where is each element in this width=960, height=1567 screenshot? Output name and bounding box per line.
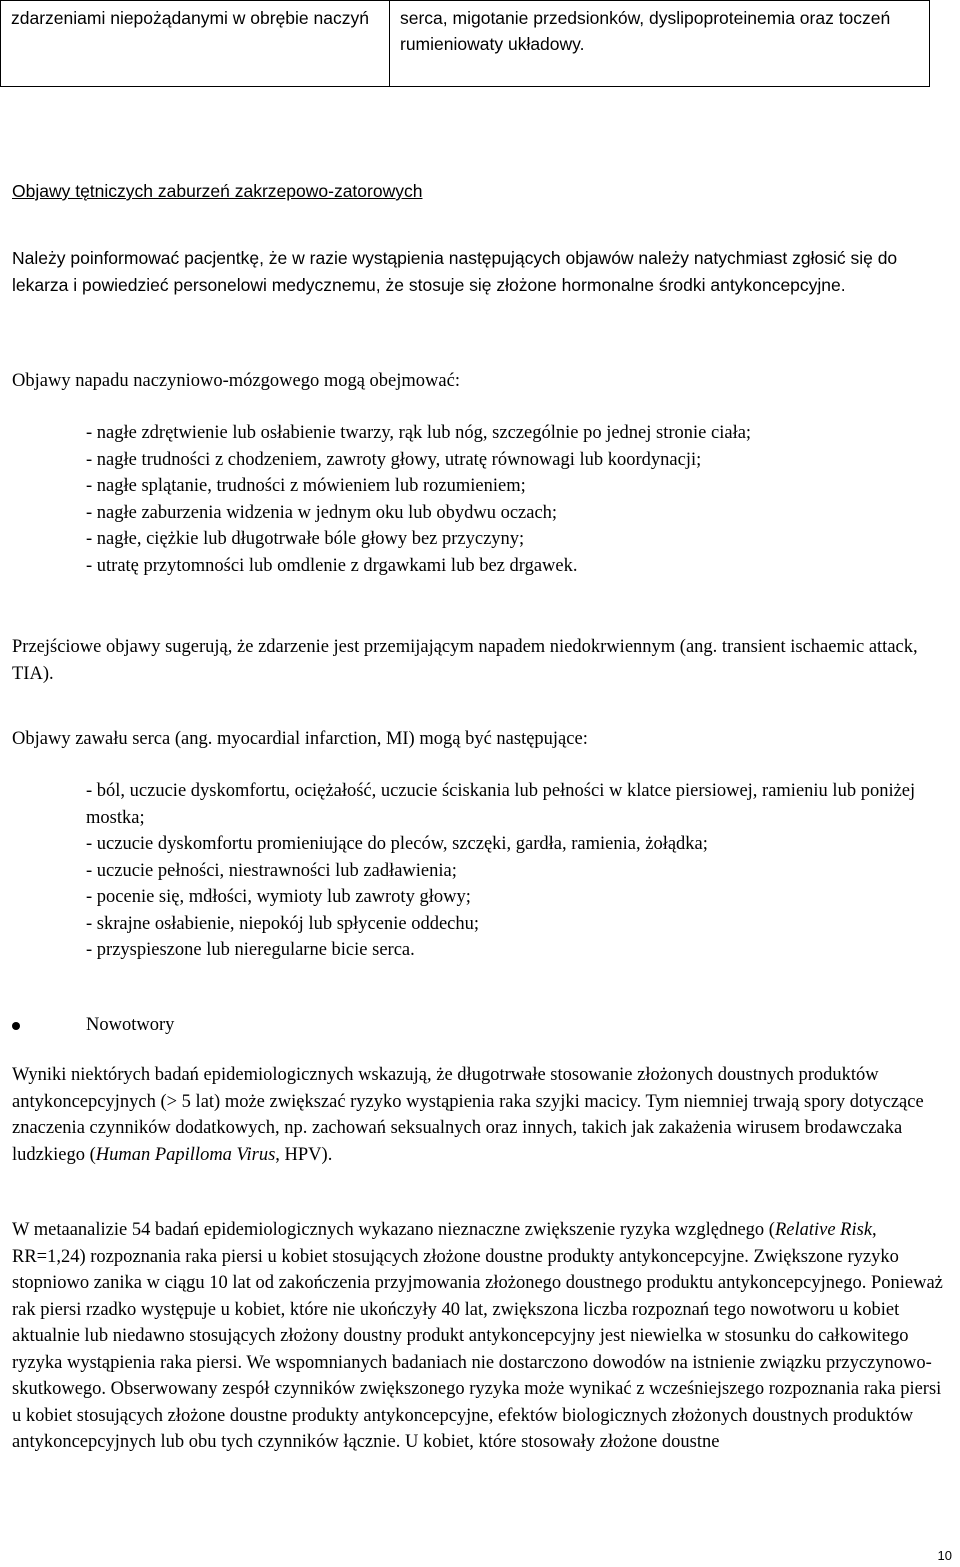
bullet-dot-icon [12,1022,20,1030]
paragraph-cervical-cancer [12,1062,947,1168]
paragraph-tia: Przejściowe objawy sugerują, że zdarzenie jest przemijającym napadem niedokrwiennym (ang. transient ischaemic attack, TIA). [12,637,918,684]
italic-term: Human Papilloma Virus [95,1144,276,1165]
list-item: - uczucie dyskomfortu promieniujące do pleców, szczęki, gardła, ramienia, żołądka; [86,834,708,854]
list-item: - nagłe, ciężkie lub długotrwałe bóle głowy bez przyczyny; [86,529,525,549]
paragraph-text: Wyniki niektórych badań epidemiologicznych wskazują, że długotrwałe stosowanie złożonych doustnych produktów antykoncepcyjnych (> 5 lat) może zwiększać ryzyko wystąpienia raka szyjki macicy. Tym niemniej trwają spory dotyczące znaczenia czynników dodatkowych, np. zachowań seksualnych oraz innych, takich jak zakażenia wirusem brodawczaka ludzkiego ( [12,1065,924,1165]
list-item: - ból, uczucie dyskomfortu, ociężałość, uczucie ściskania lub pełności w klatce piersiowej, ramieniu lub poniżej mostka; [86,781,916,828]
list-item: - pocenie się, mdłości, wymioty lub zawroty głowy; [86,887,471,907]
list-item: - uczucie pełności, niestrawności lub zadławienia; [86,860,457,881]
table-cell-left: zdarzeniami niepożądanymi w obrębie naczyń [1,1,390,87]
paragraph-text: , HPV). [275,1144,333,1165]
list-item: - skrajne osłabienie, niepokój lub spłycenie oddechu; [86,913,480,934]
list-item: - nagłe zdrętwienie lub osłabienie twarzy, rąk lub nóg, szczególnie po jednej stronie ciała; [86,423,752,443]
section-heading: Objawy tętniczych zaburzeń zakrzepowo-zatorowych [12,181,423,201]
table-cell-right: serca, migotanie przedsionków, dyslipoproteinemia oraz toczeń rumieniowaty układowy. [390,1,930,87]
list-item: - nagłe zaburzenia widzenia w jednym oku lub obydwu oczach; [86,502,558,523]
paragraph-text: W metaanalizie 54 badań epidemiologicznych wykazano nieznaczne zwiększenie ryzyka względnego ( [12,1220,775,1240]
paragraph-stroke-intro: Objawy napadu naczyniowo-mózgowego mogą obejmować: [12,371,460,391]
continuation-table [0,0,930,87]
list-item: - utratę przytomności lub omdlenie z drgawkami lub bez drgawek. [86,555,578,576]
paragraph-breast-cancer [12,1217,947,1456]
list-item: - nagłe splątanie, trudności z mówieniem lub rozumieniem; [86,476,526,496]
page-number: 10 [937,1548,952,1563]
mi-symptoms-list [86,778,946,964]
table-row [1,1,930,87]
paragraph-inform-patient: Należy poinformować pacjentkę, że w razie wystąpienia następujących objawów należy natychmiast zgłosić się do lekarza i powiedzieć personelowi medycznemu, że stosuje się złożone hormonalne środki antykoncepcyjne. [12,248,898,295]
paragraph-mi-intro: Objawy zawału serca (ang. myocardial infarction, MI) mogą być następujące: [12,729,588,749]
stroke-symptoms-list [86,420,946,579]
list-item: - przyspieszone lub nieregularne bicie serca. [86,940,415,960]
bullet-label: Nowotwory [86,1015,175,1035]
italic-term: Relative Risk [774,1220,873,1240]
paragraph-text: , RR=1,24) rozpoznania raka piersi u kobiet stosujących złożone doustne produkty antykoncepcyjne. Zwiększone ryzyko stopniowo zanika w ciągu 10 lat od zakończenia przyjmowania złożonego doustnego produktu antykoncepcyjnego. Ponieważ rak piersi rzadko występuje u kobiet, które nie ukończyły 40 lat, zwiększona liczba rozpoznań tego nowotworu u kobiet aktualnie lub niedawno stosujących złożony doustny produkt antykoncepcyjny jest niewielka w stosunku do całkowitego ryzyka wystąpienia raka piersi. We wspomnianych badaniach nie dostarczono dowodów na istnienie związku przyczynowo-skutkowego. Obserwowany zespół czynników zwiększonego ryzyka może wynikać z wcześniejszego rozpoznania raka piersi u kobiet stosujących złożone doustne produkty antykoncepcyjne, efektów biologicznych złożonych doustnych produktów antykoncepcyjnych lub obu tych czynników łącznie. U kobiet, które stosowały złożone doustne [12,1220,943,1452]
list-item: - nagłe trudności z chodzeniem, zawroty głowy, utratę równowagi lub koordynacji; [86,449,702,470]
